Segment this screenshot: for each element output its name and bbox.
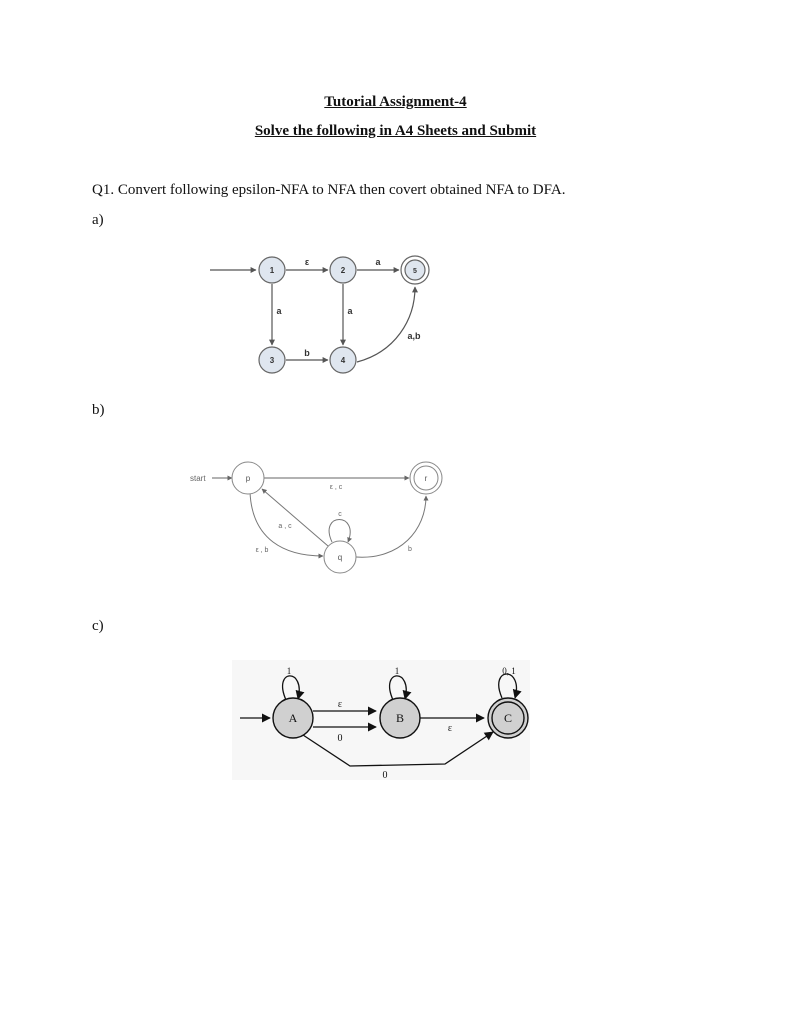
c-state-C-label: C xyxy=(503,711,513,725)
b-label-q-q: c xyxy=(338,511,342,518)
assignment-title: Tutorial Assignment-4 xyxy=(324,94,467,110)
b-edge-q-p xyxy=(262,489,328,546)
c-state-A-label: A xyxy=(288,711,298,725)
question-text: Q1. Convert following epsilon-NFA to NFA then covert obtained NFA to DFA. xyxy=(92,182,566,198)
b-state-r-label: r xyxy=(424,474,428,483)
b-loop-q xyxy=(329,520,350,543)
part-b-label: b) xyxy=(92,402,105,418)
b-state-p-label: p xyxy=(245,474,251,483)
b-label-p-r: ε , c xyxy=(329,484,343,491)
a-state-2-label: 2 xyxy=(340,266,346,275)
b-label-q-r: b xyxy=(408,546,412,553)
assignment-subtitle: Solve the following in A4 Sheets and Submit xyxy=(254,123,537,139)
c-label-A-B-eps: ε xyxy=(337,699,343,710)
c-label-A-C: 0 xyxy=(382,770,388,781)
c-label-A-A: 1 xyxy=(286,666,292,676)
c-label-C-C: 0, 1 xyxy=(502,666,516,676)
diagram-c xyxy=(232,660,530,781)
part-c-label: c) xyxy=(92,618,104,634)
diagram-a xyxy=(210,256,429,373)
a-edge-4-5 xyxy=(357,287,415,362)
a-label-3-4: b xyxy=(304,348,310,358)
part-a-label: a) xyxy=(92,212,104,228)
a-state-1-label: 1 xyxy=(269,266,275,275)
b-state-q-label: q xyxy=(337,553,343,562)
b-start-label: start xyxy=(190,474,206,483)
a-label-1-3: a xyxy=(276,306,282,316)
b-edge-q-r xyxy=(356,496,426,557)
c-label-A-B-0: 0 xyxy=(337,733,343,744)
c-label-B-B: 1 xyxy=(394,666,400,676)
diagram-b xyxy=(190,462,442,573)
c-label-B-C: ε xyxy=(447,723,453,734)
a-label-4-5: a,b xyxy=(407,331,421,341)
a-label-1-2: ε xyxy=(304,257,310,267)
c-state-B-label: B xyxy=(395,711,405,725)
a-label-2-5: a xyxy=(375,257,381,267)
a-state-4-label: 4 xyxy=(340,356,346,365)
a-state-5-label: 5 xyxy=(413,268,417,275)
b-label-q-p: a , c xyxy=(278,523,292,530)
b-label-p-q: ε , b xyxy=(255,547,269,554)
a-state-3-label: 3 xyxy=(269,356,275,365)
a-label-2-4: a xyxy=(347,306,353,316)
